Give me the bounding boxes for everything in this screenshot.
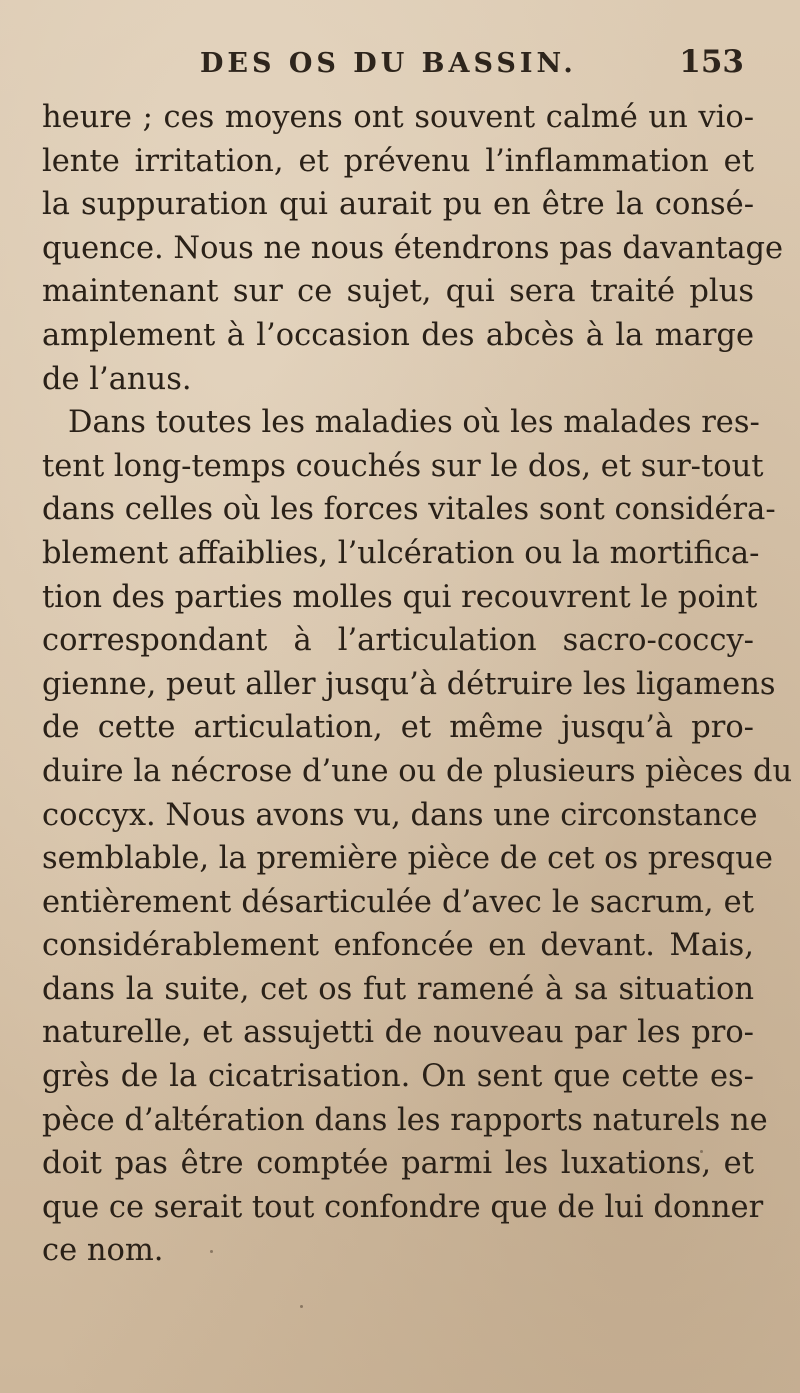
text-line: dans la suite, cet os fut ramené à sa situation [42, 971, 754, 1007]
running-head: DES OS DU BASSIN. [200, 48, 577, 79]
paper-speck [262, 1212, 265, 1215]
text-line: tion des parties molles qui recouvrent le point [42, 579, 758, 615]
text-line: de l’anus. [42, 361, 192, 397]
text-line: heure ; ces moyens ont souvent calmé un vio- [42, 100, 754, 135]
paper-speck [180, 1120, 183, 1123]
text-line: la suppuration qui aurait pu en être la consé- [42, 187, 754, 223]
text-line: doit pas être comptée parmi les luxations, et [42, 1146, 754, 1182]
text-line: ce nom. [42, 1233, 164, 1269]
text-line: grès de la cicatrisation. On sent que cette es- [42, 1059, 754, 1095]
text-line: duire la nécrose d’une ou de plusieurs pièces du [42, 753, 793, 789]
paper-speck [700, 1150, 703, 1153]
text-line: quence. Nous ne nous étendrons pas davantage [42, 230, 784, 266]
page-header [0, 44, 800, 88]
text-line: amplement à l’occasion des abcès à la marge [42, 317, 754, 353]
text-line: correspondant à l’articulation sacro-coccy- [42, 623, 754, 659]
text-line: blement affaiblies, l’ulcération ou la mortifica- [42, 535, 760, 571]
paper-speck [210, 1250, 213, 1253]
text-line: de cette articulation, et même jusqu’à pro- [42, 710, 754, 746]
text-line: tent long-temps couchés sur le dos, et sur-tout [42, 448, 764, 484]
body-text [42, 96, 793, 1273]
text-line: entièrement désarticulée d’avec le sacrum, et [42, 884, 754, 920]
text-line: pèce d’altération dans les rapports naturels ne [42, 1102, 768, 1138]
text-line: semblable, la première pièce de cet os presque [42, 841, 773, 877]
paper-speck [300, 1305, 303, 1308]
text-line: considérablement enfoncée en devant. Mais, [42, 928, 754, 964]
text-line: lente irritation, et prévenu l’inflammation et [42, 143, 754, 179]
text-line: naturelle, et assujetti de nouveau par les pro- [42, 1015, 754, 1051]
text-line: gienne, peut aller jusqu’à détruire les ligamens [42, 666, 776, 702]
text-line: dans celles où les forces vitales sont considéra- [42, 492, 776, 528]
text-line: coccyx. Nous avons vu, dans une circonstance [42, 797, 758, 833]
text-line: maintenant sur ce sujet, qui sera traité plus [42, 274, 754, 310]
text-line: que ce serait tout confondre que de lui donner [42, 1189, 764, 1225]
paragraph-start-line: Dans toutes les maladies où les malades res- [68, 405, 760, 441]
page-number: 153 [679, 44, 744, 80]
